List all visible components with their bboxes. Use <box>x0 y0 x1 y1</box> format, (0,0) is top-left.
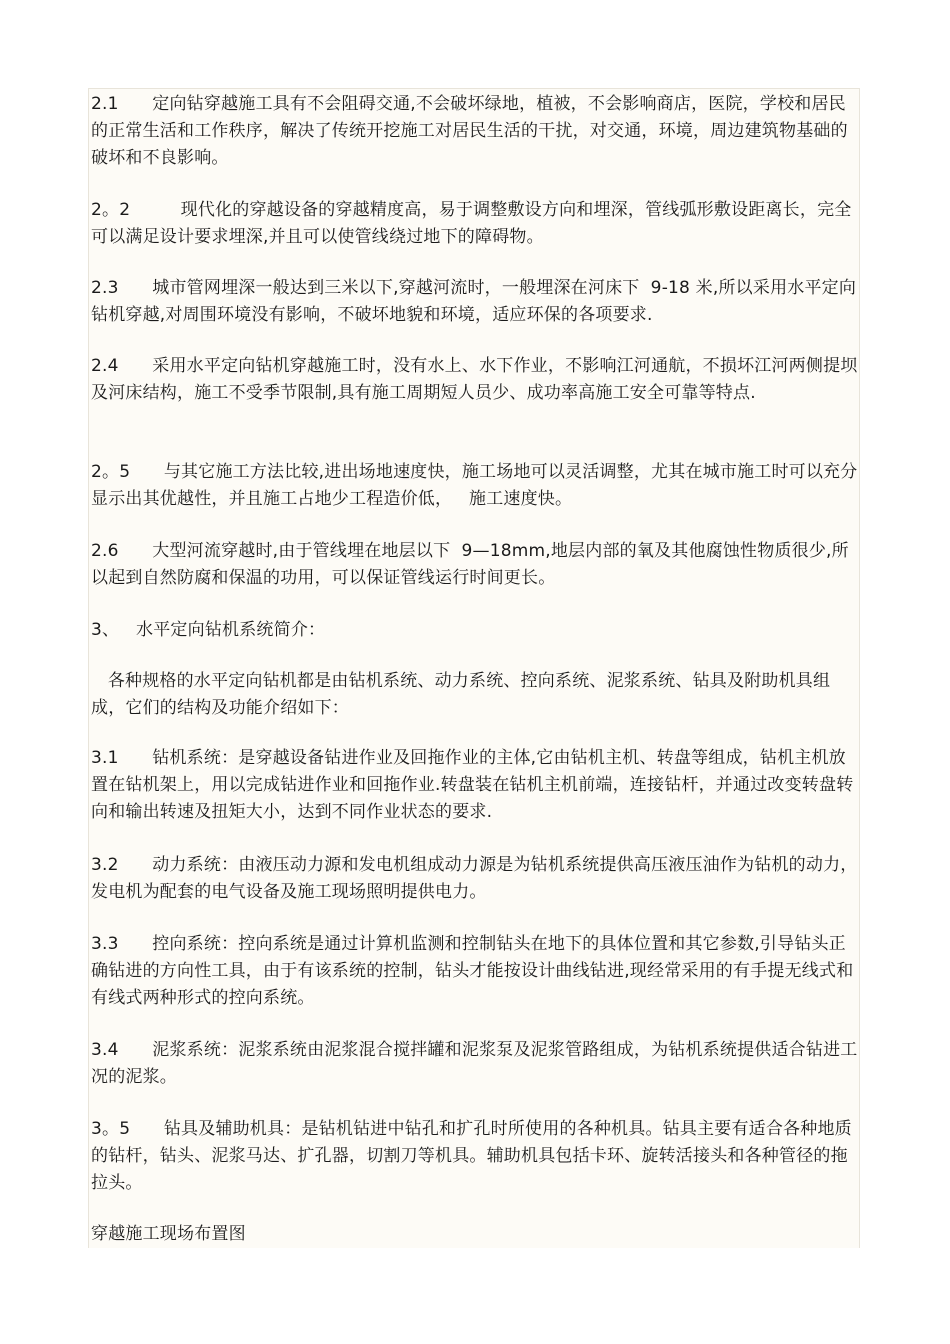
paragraph-3-3 <box>91 931 861 1012</box>
paragraph-2-3 <box>91 275 861 329</box>
paragraph-3-5 <box>91 1116 861 1197</box>
paragraph-2-6 <box>91 538 861 592</box>
paragraph-text: 钻具及辅助机具：是钻机钻进中钻孔和扩孔时所使用的各种机具。钻具主要有适合各种地质的钻杆，钻头、泥浆马达、扩孔器，切割刀等机具。辅助机具包括卡环、旋转活接头和各种管径的拖拉头。 <box>91 1119 852 1193</box>
paragraph-text: 定向钻穿越施工具有不会阻碍交通,不会破坏绿地，植被，不会影响商店，医院，学校和居民的正常生活和工作秩序，解决了传统开挖施工对居民生活的干扰，对交通，环境，周边建筑物基础的破坏和不良影响。 <box>91 94 848 168</box>
paragraph-2-2 <box>91 197 861 251</box>
paragraph-number: 2.4 <box>91 356 119 376</box>
paragraph-text: 大型河流穿越时,由于管线埋在地层以下 9—18mm,地层内部的氧及其他腐蚀性物质很少,所以起到自然防腐和保温的功用，可以保证管线运行时间更长。 <box>91 541 849 588</box>
paragraph-number: 3.3 <box>91 934 119 954</box>
paragraph-number: 2.6 <box>91 541 119 561</box>
paragraph-intro <box>91 668 861 722</box>
paragraph-2-4 <box>91 353 861 407</box>
paragraph-text: 控向系统：控向系统是通过计算机监测和控制钻头在地下的具体位置和其它参数,引导钻头正确钻进的方向性工具，由于有该系统的控制，钻头才能按设计曲线钻进,现经常采用的有手提无线式和有线式两种形式的控向系统。 <box>91 934 854 1008</box>
paragraph-3-2 <box>91 852 861 906</box>
paragraph-number: 3.2 <box>91 855 119 875</box>
paragraph-number: 3。5 <box>91 1119 131 1139</box>
paragraph-text: 钻机系统：是穿越设备钻进作业及回拖作业的主体,它由钻机主机、转盘等组成，钻机主机放置在钻机架上，用以完成钻进作业和回拖作业.转盘装在钻机主机前端，连接钻杆，并通过改变转盘转向和输出转速及扭矩大小，达到不同作业状态的要求. <box>91 748 854 822</box>
paragraph-2-5 <box>91 459 861 513</box>
paragraph-text: 泥浆系统：泥浆系统由泥浆混合搅拌罐和泥浆泵及泥浆管路组成，为钻机系统提供适合钻进工况的泥浆。 <box>91 1040 858 1087</box>
paragraph-3-4 <box>91 1037 861 1091</box>
paragraph-number: 2。5 <box>91 462 131 482</box>
paragraph-number: 2。2 <box>91 200 131 220</box>
paragraph-2-1 <box>91 91 861 172</box>
paragraph-text: 水平定向钻机系统简介： <box>136 620 326 640</box>
paragraph-text: 城市管网埋深一般达到三米以下,穿越河流时，一般埋深在河床下 9-18 米,所以采用水平定向钻机穿越,对周围环境没有影响，不破坏地貌和环境，适应环保的各项要求. <box>91 278 857 325</box>
figure-caption <box>91 1221 861 1248</box>
paragraph-number: 3、 <box>91 620 120 640</box>
paragraph-text: 动力系统：由液压动力源和发电机组成动力源是为钻机系统提供高压液压油作为钻机的动力，发电机为配套的电气设备及施工现场照明提供电力。 <box>91 855 858 902</box>
paragraph-number: 2.3 <box>91 278 119 298</box>
paragraph-text: 采用水平定向钻机穿越施工时，没有水上、水下作业，不影响江河通航，不损坏江河两侧提坝及河床结构，施工不受季节限制,具有施工周期短人员少、成功率高施工安全可靠等特点. <box>91 356 858 403</box>
paragraph-text: 穿越施工现场布置图 <box>91 1224 246 1244</box>
paragraph-number: 3.4 <box>91 1040 119 1060</box>
paragraph-text: 现代化的穿越设备的穿越精度高，易于调整敷设方向和埋深，管线弧形敷设距离长，完全可以满足设计要求埋深,并且可以使管线绕过地下的障碍物。 <box>91 200 852 247</box>
section-heading-3 <box>91 617 861 644</box>
paragraph-text: 与其它施工方法比较,进出场地速度快，施工场地可以灵活调整，尤其在城市施工时可以充分显示出其优越性，并且施工占地少工程造价低， 施工速度快。 <box>91 462 858 509</box>
paragraph-number: 2.1 <box>91 94 119 114</box>
paragraph-number: 3.1 <box>91 748 119 768</box>
paragraph-3-1 <box>91 745 861 826</box>
paragraph-text: 各种规格的水平定向钻机都是由钻机系统、动力系统、控向系统、泥浆系统、钻具及附助机具组成，它们的结构及功能介绍如下： <box>91 671 831 718</box>
